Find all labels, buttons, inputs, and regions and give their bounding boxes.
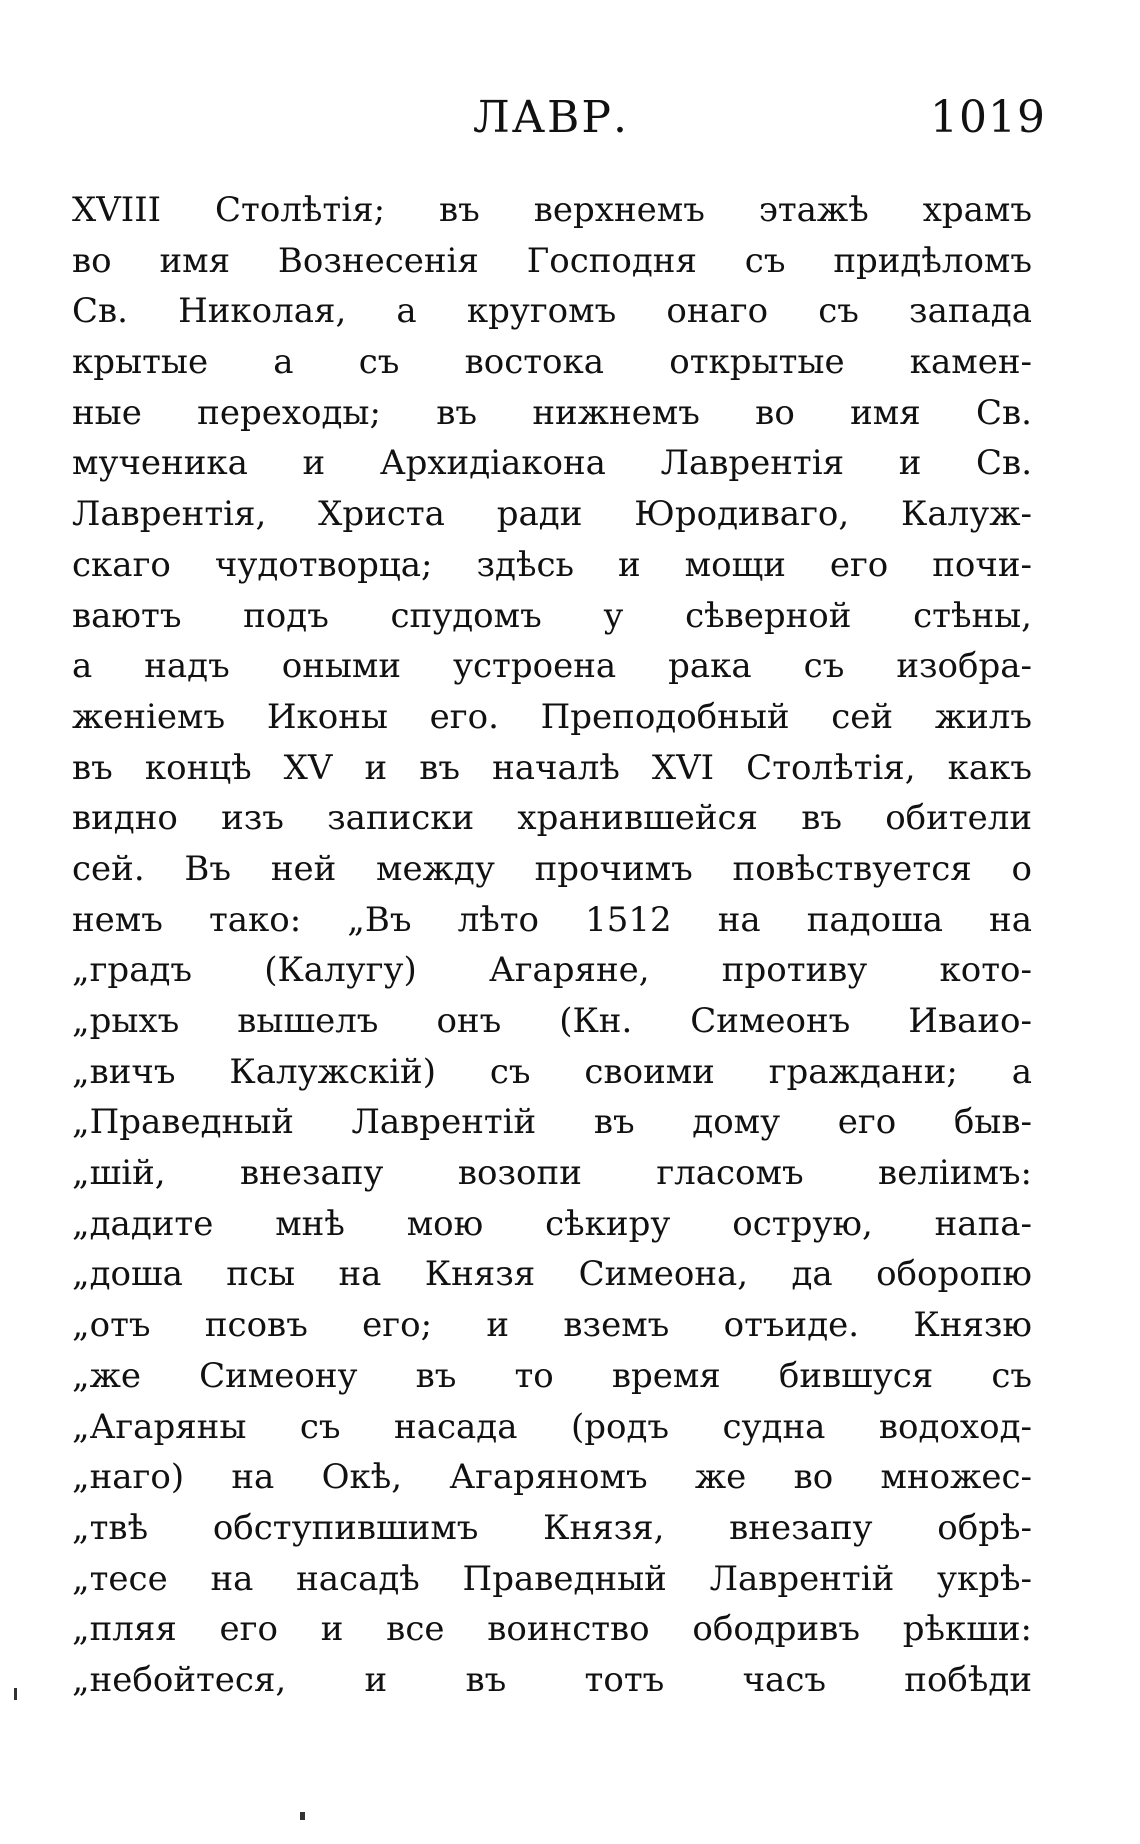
text-line: „дадите мнѣ мою сѣкиру острую, напа- [72, 1203, 1032, 1244]
text-line: „наго) на Окѣ, Агаряномъ же во множес- [72, 1457, 1032, 1498]
text-line: женіемъ Иконы его. Преподобный сей жилъ [72, 696, 1032, 737]
running-head [0, 92, 1140, 152]
text-line: крытые а съ востока открытые камен- [72, 342, 1032, 383]
page-number: 1019 [930, 92, 1046, 143]
text-line: „Праведный Лаврентій въ дому его быв- [72, 1102, 1032, 1143]
text-line: во имя Вознесенія Господня съ придѣломъ [72, 240, 1032, 281]
text-line: Лаврентія, Христа ради Юродиваго, Калуж- [72, 494, 1032, 535]
text-line: „вичъ Калужскій) съ своими граждани; а [72, 1051, 1032, 1092]
text-line: въ концѣ XV и въ началѣ XVI Столѣтія, какъ [72, 747, 1032, 788]
text-line: „градъ (Калугу) Агаряне, противу кото- [72, 950, 1032, 991]
body-text [72, 185, 1032, 1706]
ink-speck [300, 1812, 305, 1820]
text-line: скаго чудотворца; здѣсь и мощи его почи- [72, 544, 1032, 585]
text-line: сей. Въ ней между прочимъ повѣствуется о [72, 848, 1032, 889]
text-line: „шій, внезапу возопи гласомъ велiимъ: [72, 1153, 1032, 1194]
text-line: а надъ оными устроена рака съ изобра- [72, 646, 1032, 687]
text-line: ваютъ подъ спудомъ у сѣверной стѣны, [72, 595, 1032, 636]
text-line: XVIII Столѣтія; въ верхнемъ этажѣ храмъ [72, 190, 1032, 230]
text-line: „Агаряны съ насада (родъ судна водоход- [72, 1406, 1032, 1447]
text-line: „отъ псовъ его; и вземъ отъиде. Князю [72, 1305, 1032, 1346]
text-line: „тесе на насадѣ Праведный Лаврентій укрѣ- [72, 1558, 1032, 1599]
text-line: „небойтеся, и въ тотъ часъ побѣди [72, 1659, 1032, 1700]
running-title: ЛАВР. [473, 92, 629, 143]
text-line: „рыхъ вышелъ онъ (Кн. Симеонъ Иваио- [72, 1001, 1032, 1041]
text-line: видно изъ записки хранившейся въ обители [72, 798, 1032, 839]
text-line: немъ тако: „Въ лѣто 1512 на падоша на [72, 899, 1032, 940]
text-line: „же Симеону въ то время бившуся съ [72, 1355, 1032, 1396]
text-line: Св. Николая, а кругомъ онаго съ запада [72, 291, 1032, 332]
text-line: мученика и Архидіакона Лаврентія и Св. [72, 443, 1032, 484]
text-line: ные переходы; въ нижнемъ во имя Св. [72, 392, 1032, 433]
text-line: „твѣ обступившимъ Князя, внезапу обрѣ- [72, 1507, 1032, 1548]
text-line: „доша псы на Князя Симеона, да оборопю [72, 1254, 1032, 1295]
text-line: „пляя его и все воинство ободривъ рѣкши: [72, 1609, 1032, 1650]
ink-speck [14, 1688, 17, 1700]
